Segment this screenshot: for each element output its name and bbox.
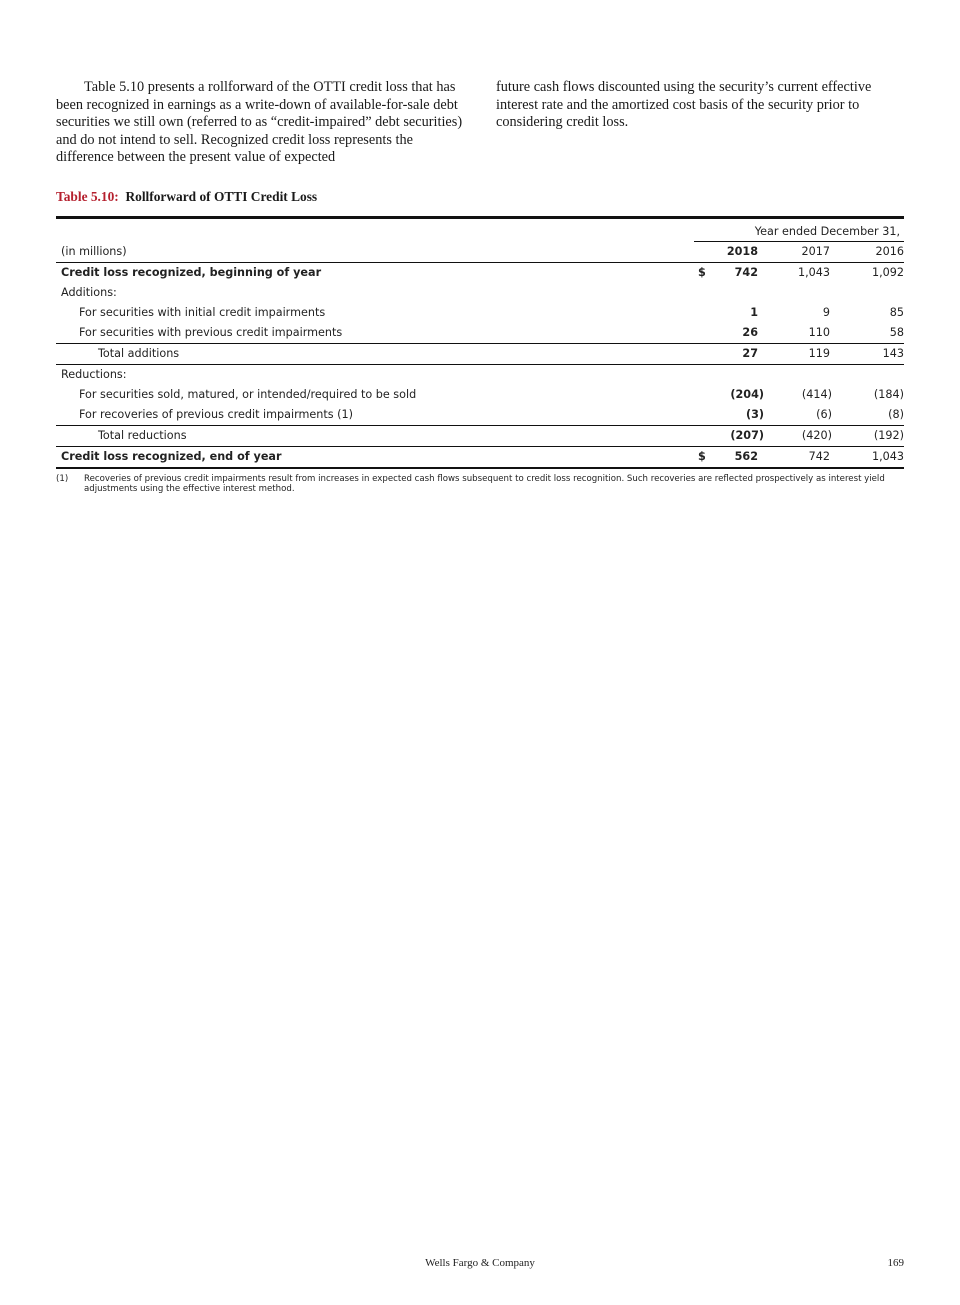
row-label: Credit loss recognized, beginning of year bbox=[61, 266, 322, 279]
intro-text bbox=[56, 79, 904, 167]
row-label: For securities with previous credit impairments bbox=[79, 326, 343, 339]
value-2016: 1,043 bbox=[871, 450, 904, 463]
value-2016: (192) bbox=[873, 429, 904, 442]
value-2018: 27 bbox=[742, 347, 758, 360]
row-label: Additions: bbox=[61, 286, 117, 299]
footer-company: Wells Fargo & Company bbox=[425, 1257, 535, 1269]
row-label: For recoveries of previous credit impairments (1) bbox=[79, 408, 353, 421]
row-label: Total additions bbox=[98, 347, 180, 360]
table-period-header-row bbox=[56, 219, 904, 241]
table-row-total-reductions bbox=[56, 425, 904, 446]
value-2018: 562 bbox=[734, 450, 758, 463]
value-2016: 143 bbox=[882, 347, 904, 360]
value-2017: 119 bbox=[808, 347, 830, 360]
value-2017: 9 bbox=[822, 306, 830, 319]
intro-right-paragraph: future cash flows discounted using the security’s current effective interest rate and the amortized cost basis of the security prior to considering credit loss. bbox=[496, 79, 872, 131]
table-row-total-additions bbox=[56, 343, 904, 364]
value-2018: (3) bbox=[745, 408, 764, 421]
table-row-red-recoveries bbox=[56, 405, 904, 425]
value-2017: 110 bbox=[808, 326, 830, 339]
value-2016: (184) bbox=[873, 388, 904, 401]
table-row-begin bbox=[56, 263, 904, 283]
value-2018: 26 bbox=[742, 326, 758, 339]
value-2018: (204) bbox=[730, 388, 764, 401]
year-header-2018: 2018 bbox=[726, 245, 758, 258]
row-label: Reductions: bbox=[61, 368, 127, 381]
table-row-additions-header bbox=[56, 283, 904, 303]
intro-left-paragraph: Table 5.10 presents a rollforward of the OTTI credit loss that has been recognized in earnings as a write-down of available-for-sale debt securities we still own (referred to as “credit-impaired” debt securities) and do not intend to sell. Recognized credit loss represents the difference between the present value of expected bbox=[56, 79, 463, 166]
value-2016: 85 bbox=[889, 306, 904, 319]
value-2016: 1,092 bbox=[871, 266, 904, 279]
table-year-header-row bbox=[56, 241, 904, 263]
value-2016: (8) bbox=[888, 408, 904, 421]
currency-symbol: $ bbox=[698, 266, 706, 279]
row-label: For securities sold, matured, or intended/required to be sold bbox=[79, 388, 417, 401]
year-header-2016: 2016 bbox=[875, 245, 904, 258]
value-2017: (414) bbox=[801, 388, 832, 401]
value-2018: (207) bbox=[730, 429, 764, 442]
table-row-reductions-header bbox=[56, 364, 904, 385]
value-2017: 742 bbox=[808, 450, 830, 463]
row-label: Credit loss recognized, end of year bbox=[61, 450, 282, 463]
intro-right-column bbox=[496, 79, 904, 167]
year-header-2017: 2017 bbox=[801, 245, 830, 258]
value-2018: 1 bbox=[750, 306, 758, 319]
currency-symbol: $ bbox=[698, 450, 706, 463]
value-2017: (6) bbox=[816, 408, 832, 421]
units-label: (in millions) bbox=[61, 245, 127, 258]
table-title bbox=[56, 189, 317, 205]
table-footnote bbox=[56, 474, 904, 494]
table-row-add-initial bbox=[56, 303, 904, 323]
period-header: Year ended December 31, bbox=[754, 225, 900, 238]
footnote-mark: (1) bbox=[56, 474, 69, 484]
table-name: Rollforward of OTTI Credit Loss bbox=[125, 189, 318, 204]
table-row-end bbox=[56, 446, 904, 469]
table-row-add-previous bbox=[56, 323, 904, 343]
table-row-red-sold bbox=[56, 385, 904, 405]
value-2018: 742 bbox=[734, 266, 758, 279]
value-2017: (420) bbox=[801, 429, 832, 442]
row-label: Total reductions bbox=[98, 429, 187, 442]
value-2017: 1,043 bbox=[797, 266, 830, 279]
row-label: For securities with initial credit impairments bbox=[79, 306, 326, 319]
footnote-text: Recoveries of previous credit impairments result from increases in expected cash flows subsequent to credit loss recognition. Such recoveries are reflected prospectively as interest yield adjustments using the effective interest method. bbox=[84, 474, 885, 494]
value-2016: 58 bbox=[889, 326, 904, 339]
page-number: 169 bbox=[887, 1257, 904, 1269]
table-number: Table 5.10: bbox=[56, 189, 119, 204]
rollforward-table bbox=[56, 216, 904, 469]
intro-left-column bbox=[56, 79, 464, 167]
